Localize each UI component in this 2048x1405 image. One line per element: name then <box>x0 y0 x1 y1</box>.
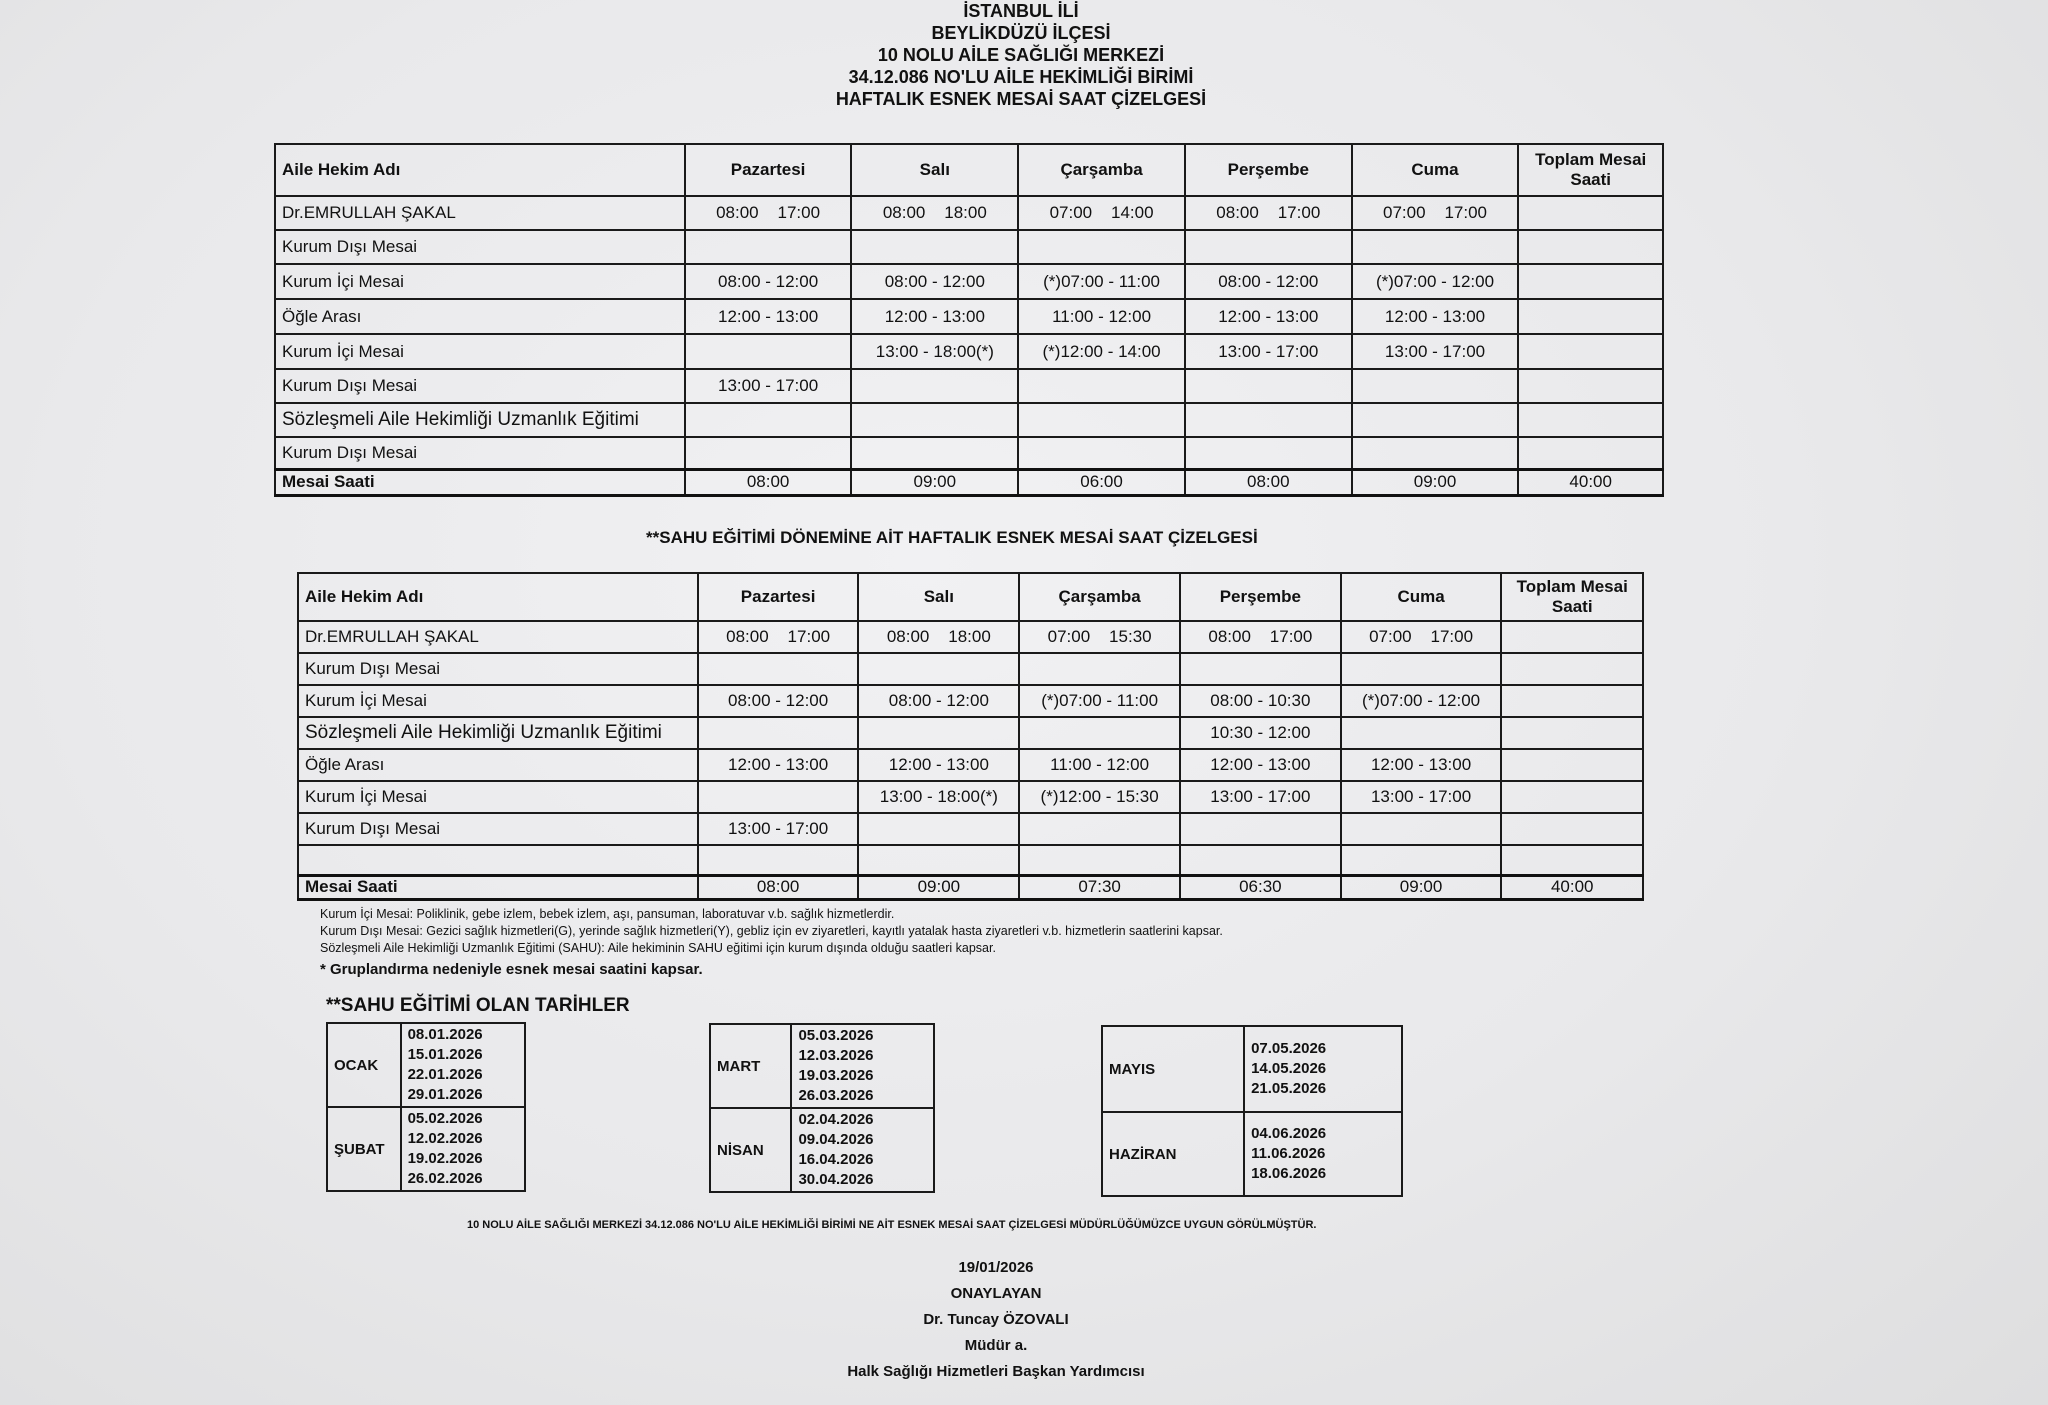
table-cell <box>1352 437 1519 469</box>
date-item: 05.02.2026 <box>407 1110 483 1127</box>
month-row <box>1102 1026 1402 1112</box>
row-label: Öğle Arası <box>275 299 685 334</box>
table-cell <box>851 230 1018 264</box>
table-cell: 11:00 - 12:00 <box>1019 749 1180 781</box>
table-cell <box>858 653 1019 685</box>
date-item: 02.04.2026 <box>798 1111 874 1128</box>
total-cell: 08:00 <box>685 469 852 495</box>
month-row <box>327 1107 525 1191</box>
table-cell <box>1185 230 1352 264</box>
total-cell: 09:00 <box>851 469 1018 495</box>
header-line-unit: 34.12.086 NO'LU AİLE HEKİMLİĞİ BİRİMİ <box>848 67 1194 87</box>
header-cell: Perşembe <box>1180 573 1341 621</box>
footnote-asterisk: * Gruplandırma nedeniyle esnek mesai saatini kapsar. <box>320 961 703 978</box>
signature-title: Müdür a. <box>964 1337 1028 1354</box>
table-cell: 08:00 - 10:30 <box>1180 685 1341 717</box>
table-cell <box>1352 403 1519 437</box>
table-cell <box>1185 369 1352 403</box>
table-cell <box>1501 685 1643 717</box>
table-cell <box>1341 813 1502 845</box>
table-cell: (*)12:00 - 14:00 <box>1018 334 1185 369</box>
table-cell <box>858 845 1019 875</box>
table-cell <box>858 813 1019 845</box>
row-label: Kurum Dışı Mesai <box>298 813 698 845</box>
total-row <box>298 875 1643 899</box>
header-cell: Çarşamba <box>1018 144 1185 196</box>
header-cell: Cuma <box>1341 573 1502 621</box>
table-row <box>298 749 1643 781</box>
header-line-title: HAFTALIK ESNEK MESAİ SAAT ÇİZELGESİ <box>835 89 1207 109</box>
month-row <box>710 1108 934 1192</box>
table-cell <box>1352 369 1519 403</box>
header-line-center: 10 NOLU AİLE SAĞLIĞI MERKEZİ <box>877 45 1165 65</box>
date-list <box>1244 1112 1402 1196</box>
table-row <box>298 685 1643 717</box>
table-cell <box>685 403 852 437</box>
row-label: Sözleşmeli Aile Hekimliği Uzmanlık Eğitimi <box>298 717 698 749</box>
date-item: 12.03.2026 <box>798 1047 874 1064</box>
table-cell: 13:00 - 17:00 <box>1352 334 1519 369</box>
row-label: Kurum İçi Mesai <box>298 781 698 813</box>
table-cell: 12:00 - 13:00 <box>851 299 1018 334</box>
table-cell <box>1180 813 1341 845</box>
header-line-province: İSTANBUL İLİ <box>963 1 1079 21</box>
date-item: 29.01.2026 <box>407 1086 483 1103</box>
table-cell <box>1518 196 1663 230</box>
month-label: OCAK <box>327 1023 401 1107</box>
table-cell: 08:00 17:00 <box>685 196 852 230</box>
date-list <box>791 1024 934 1108</box>
table-row <box>275 299 1663 334</box>
table-cell <box>685 437 852 469</box>
date-item: 22.01.2026 <box>407 1066 483 1083</box>
table-cell <box>1019 717 1180 749</box>
table-cell <box>851 403 1018 437</box>
table-cell <box>1518 264 1663 299</box>
table-row <box>298 781 1643 813</box>
table-cell <box>1018 403 1185 437</box>
header-cell: Toplam Mesai Saati <box>1501 573 1643 621</box>
row-label: Dr.EMRULLAH ŞAKAL <box>298 621 698 653</box>
table-cell: 12:00 - 13:00 <box>858 749 1019 781</box>
table-cell: 08:00 17:00 <box>698 621 859 653</box>
table-cell <box>1501 781 1643 813</box>
document-header <box>0 0 2048 110</box>
row-label <box>298 845 698 875</box>
sahu-dates-title: **SAHU EĞİTİMİ OLAN TARİHLER <box>326 995 630 1016</box>
table-cell: 12:00 - 13:00 <box>685 299 852 334</box>
table-cell: (*)07:00 - 11:00 <box>1018 264 1185 299</box>
schedule-table-1 <box>274 143 1664 497</box>
table-cell: 08:00 17:00 <box>1180 621 1341 653</box>
table-row <box>275 369 1663 403</box>
table-cell <box>1501 749 1643 781</box>
table-cell: 13:00 - 17:00 <box>1180 781 1341 813</box>
total-label: Mesai Saati <box>298 875 698 899</box>
footnote-sahu: Sözleşmeli Aile Hekimliği Uzmanlık Eğitimi (SAHU): Aile hekiminin SAHU eğitimi için kurum dışında olduğu saatleri kapsar. <box>320 941 996 955</box>
row-label: Dr.EMRULLAH ŞAKAL <box>275 196 685 230</box>
table-row <box>275 334 1663 369</box>
dates-table-may-jun <box>1101 1025 1403 1197</box>
table-cell <box>1018 230 1185 264</box>
table-cell <box>1341 845 1502 875</box>
table-cell <box>1518 299 1663 334</box>
month-row <box>327 1023 525 1107</box>
table-cell: 12:00 - 13:00 <box>1185 299 1352 334</box>
table-header-row <box>275 144 1663 196</box>
footnotes <box>320 906 1223 978</box>
table-cell: 12:00 - 13:00 <box>1352 299 1519 334</box>
table-cell <box>1019 845 1180 875</box>
table-cell <box>698 717 859 749</box>
table-cell: 08:00 17:00 <box>1185 196 1352 230</box>
table-cell: 12:00 - 13:00 <box>1180 749 1341 781</box>
table-cell <box>1185 437 1352 469</box>
table-cell <box>851 369 1018 403</box>
table-cell <box>1352 230 1519 264</box>
table-cell: 08:00 18:00 <box>858 621 1019 653</box>
row-label: Kurum İçi Mesai <box>275 334 685 369</box>
header-cell: Toplam Mesai Saati <box>1518 144 1663 196</box>
table-row <box>275 437 1663 469</box>
table-cell: 13:00 - 17:00 <box>685 369 852 403</box>
date-item: 14.05.2026 <box>1251 1060 1327 1077</box>
table-cell: 13:00 - 18:00(*) <box>851 334 1018 369</box>
table-cell <box>685 230 852 264</box>
table-cell: 10:30 - 12:00 <box>1180 717 1341 749</box>
table-cell: 08:00 - 12:00 <box>698 685 859 717</box>
total-cell: 07:30 <box>1019 875 1180 899</box>
date-item: 30.04.2026 <box>798 1171 874 1188</box>
table-cell <box>1019 653 1180 685</box>
header-cell: Perşembe <box>1185 144 1352 196</box>
date-item: 09.04.2026 <box>798 1131 874 1148</box>
table-cell <box>698 781 859 813</box>
table-cell: (*)07:00 - 12:00 <box>1341 685 1502 717</box>
table-row <box>275 403 1663 437</box>
total-cell: 08:00 <box>698 875 859 899</box>
table-cell: 08:00 18:00 <box>851 196 1018 230</box>
table-cell <box>851 437 1018 469</box>
row-label: Kurum Dışı Mesai <box>298 653 698 685</box>
table-cell <box>1019 813 1180 845</box>
month-label: MAYIS <box>1102 1026 1244 1112</box>
table-cell: 13:00 - 17:00 <box>1185 334 1352 369</box>
header-cell: Salı <box>851 144 1018 196</box>
table-cell <box>858 717 1019 749</box>
row-label: Öğle Arası <box>298 749 698 781</box>
dates-table-mar-apr <box>709 1023 935 1193</box>
date-item: 26.02.2026 <box>407 1170 483 1187</box>
table-cell: 08:00 - 12:00 <box>858 685 1019 717</box>
date-list <box>1244 1026 1402 1112</box>
header-cell: Aile Hekim Adı <box>275 144 685 196</box>
total-cell: 09:00 <box>858 875 1019 899</box>
date-item: 19.03.2026 <box>798 1067 874 1084</box>
header-cell: Pazartesi <box>685 144 852 196</box>
footnote-kurum-ici: Kurum İçi Mesai: Poliklinik, gebe izlem, bebek izlem, aşı, pansuman, laboratuvar v.b. sağlık hizmetlerdir. <box>320 907 895 921</box>
date-list <box>401 1107 525 1191</box>
table-cell: 07:00 15:30 <box>1019 621 1180 653</box>
table-row <box>298 717 1643 749</box>
table-cell: (*)07:00 - 12:00 <box>1352 264 1519 299</box>
table-cell: 13:00 - 18:00(*) <box>858 781 1019 813</box>
row-label: Kurum İçi Mesai <box>298 685 698 717</box>
table-cell: 07:00 17:00 <box>1341 621 1502 653</box>
date-item: 12.02.2026 <box>407 1130 483 1147</box>
table-cell <box>1180 845 1341 875</box>
date-item: 26.03.2026 <box>798 1087 874 1104</box>
table-cell <box>1341 717 1502 749</box>
table-cell <box>1518 437 1663 469</box>
row-label: Kurum Dışı Mesai <box>275 230 685 264</box>
table-cell <box>1501 621 1643 653</box>
date-item: 21.05.2026 <box>1251 1080 1327 1097</box>
total-cell: 06:30 <box>1180 875 1341 899</box>
table-cell <box>1018 369 1185 403</box>
signature-role: ONAYLAYAN <box>950 1285 1042 1302</box>
table-cell <box>1518 403 1663 437</box>
table-cell <box>1518 334 1663 369</box>
table-row <box>275 230 1663 264</box>
table-cell <box>1501 653 1643 685</box>
month-label: ŞUBAT <box>327 1107 401 1191</box>
header-cell: Salı <box>858 573 1019 621</box>
table-cell: (*)12:00 - 15:30 <box>1019 781 1180 813</box>
total-label: Mesai Saati <box>275 469 685 495</box>
month-row <box>1102 1112 1402 1196</box>
table-cell: 12:00 - 13:00 <box>698 749 859 781</box>
header-cell: Pazartesi <box>698 573 859 621</box>
table-row <box>275 196 1663 230</box>
header-line-district: BEYLİKDÜZÜ İLÇESİ <box>931 23 1111 43</box>
date-item: 08.01.2026 <box>407 1026 483 1043</box>
table-cell <box>1518 230 1663 264</box>
table-row <box>298 621 1643 653</box>
table-cell <box>1185 403 1352 437</box>
signature-subtitle: Halk Sağlığı Hizmetleri Başkan Yardımcısı <box>847 1363 1145 1380</box>
month-label: MART <box>710 1024 791 1108</box>
total-cell: 06:00 <box>1018 469 1185 495</box>
header-cell: Aile Hekim Adı <box>298 573 698 621</box>
header-cell: Çarşamba <box>1019 573 1180 621</box>
month-label: NİSAN <box>710 1108 791 1192</box>
table-cell: 08:00 - 12:00 <box>685 264 852 299</box>
row-label: Kurum İçi Mesai <box>275 264 685 299</box>
sahu-section-title: **SAHU EĞİTİMİ DÖNEMİNE AİT HAFTALIK ESNEK MESAİ SAAT ÇİZELGESİ <box>646 528 1258 547</box>
date-item: 18.06.2026 <box>1251 1165 1327 1182</box>
total-cell: 40:00 <box>1501 875 1643 899</box>
month-label: HAZİRAN <box>1102 1112 1244 1196</box>
table-cell: 07:00 14:00 <box>1018 196 1185 230</box>
table-cell: 11:00 - 12:00 <box>1018 299 1185 334</box>
table-cell <box>1018 437 1185 469</box>
table-row <box>298 845 1643 875</box>
dates-table-jan-feb <box>326 1022 526 1192</box>
table-cell <box>1180 653 1341 685</box>
total-cell: 08:00 <box>1185 469 1352 495</box>
table-cell: 07:00 17:00 <box>1352 196 1519 230</box>
date-list <box>401 1023 525 1107</box>
table-cell: 12:00 - 13:00 <box>1341 749 1502 781</box>
table-cell <box>1341 653 1502 685</box>
header-cell: Cuma <box>1352 144 1519 196</box>
signature-name: Dr. Tuncay ÖZOVALI <box>923 1311 1069 1328</box>
table-row <box>275 264 1663 299</box>
table-header-row <box>298 573 1643 621</box>
row-label: Kurum Dışı Mesai <box>275 369 685 403</box>
date-item: 11.06.2026 <box>1251 1145 1326 1162</box>
table-cell <box>685 334 852 369</box>
table-cell <box>698 653 859 685</box>
table-row <box>298 653 1643 685</box>
table-cell: (*)07:00 - 11:00 <box>1019 685 1180 717</box>
signature-block <box>0 1255 2048 1385</box>
signature-date: 19/01/2026 <box>958 1259 1034 1276</box>
date-item: 04.06.2026 <box>1251 1125 1327 1142</box>
table-cell <box>1501 845 1643 875</box>
table-cell: 08:00 - 12:00 <box>851 264 1018 299</box>
table-cell: 13:00 - 17:00 <box>1341 781 1502 813</box>
table-cell <box>1501 813 1643 845</box>
total-row <box>275 469 1663 495</box>
date-item: 16.04.2026 <box>798 1151 874 1168</box>
table-cell: 13:00 - 17:00 <box>698 813 859 845</box>
date-list <box>791 1108 934 1192</box>
footnote-kurum-disi: Kurum Dışı Mesai: Gezici sağlık hizmetleri(G), yerinde sağlık hizmetleri(Y), gebliz için ev ziyaretleri, kayıtlı yatalak hasta ziyaretleri v.b. hizmetlerin saatlerini kapsar. <box>320 924 1223 938</box>
row-label: Kurum Dışı Mesai <box>275 437 685 469</box>
total-cell: 09:00 <box>1352 469 1519 495</box>
date-item: 05.03.2026 <box>798 1027 874 1044</box>
total-cell: 09:00 <box>1341 875 1502 899</box>
table-cell <box>1501 717 1643 749</box>
table-cell <box>698 845 859 875</box>
table-cell: 08:00 - 12:00 <box>1185 264 1352 299</box>
date-item: 15.01.2026 <box>407 1046 483 1063</box>
row-label: Sözleşmeli Aile Hekimliği Uzmanlık Eğitimi <box>275 403 685 437</box>
table-cell <box>1518 369 1663 403</box>
total-cell: 40:00 <box>1518 469 1663 495</box>
schedule-table-2 <box>297 572 1644 901</box>
month-row <box>710 1024 934 1108</box>
date-item: 07.05.2026 <box>1251 1040 1327 1057</box>
date-item: 19.02.2026 <box>407 1150 483 1167</box>
approval-statement: 10 NOLU AİLE SAĞLIĞI MERKEZİ 34.12.086 NO'LU AİLE HEKİMLİĞİ BİRİMİ NE AİT ESNEK MESAİ SAAT ÇİZELGESİ MÜDÜRLÜĞÜMÜZCE UYGUN GÖRÜLMÜŞTÜR. <box>467 1219 1317 1231</box>
table-row <box>298 813 1643 845</box>
